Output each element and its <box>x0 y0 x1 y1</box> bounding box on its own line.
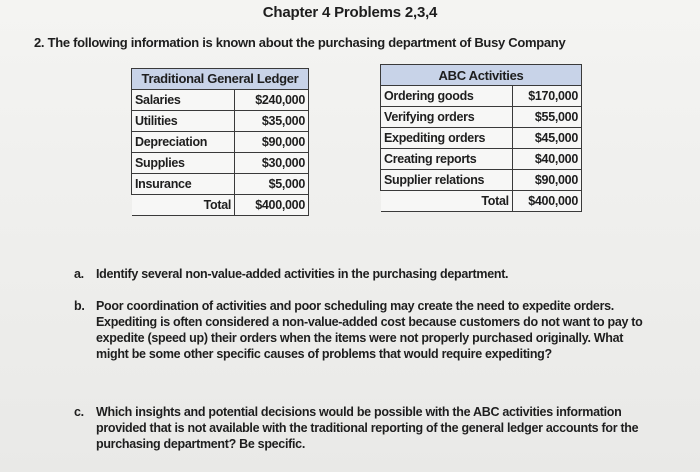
question-marker: a. <box>74 267 84 281</box>
ledger-account-amount: $240,000 <box>235 90 309 111</box>
table-row <box>381 149 582 170</box>
ledger-account-label: Utilities <box>132 111 235 132</box>
question-a <box>74 266 676 282</box>
table-row <box>381 107 582 128</box>
table-row <box>381 86 582 107</box>
ledger-account-amount: $90,000 <box>235 132 309 153</box>
page-title: Chapter 4 Problems 2,3,4 <box>262 4 438 21</box>
activity-amount: $55,000 <box>512 107 581 128</box>
ledger-account-amount: $5,000 <box>235 174 309 195</box>
table-row <box>132 132 309 153</box>
traditional-ledger-header: Traditional General Ledger <box>132 69 309 90</box>
ledger-total-label: Total <box>132 195 235 216</box>
ledger-account-label: Depreciation <box>132 132 235 153</box>
abc-activities-header: ABC Activities <box>381 65 582 86</box>
question-marker: c. <box>74 405 84 419</box>
table-row <box>132 153 309 174</box>
activity-label: Ordering goods <box>381 86 513 107</box>
ledger-total-amount: $400,000 <box>235 195 309 216</box>
table-row <box>132 90 309 111</box>
problem-intro-text: The following information is known about the purchasing department of Busy Company <box>47 35 566 50</box>
question-b <box>74 298 656 362</box>
activity-label: Creating reports <box>381 149 513 170</box>
total-row <box>381 191 582 212</box>
activity-total-label: Total <box>381 191 513 212</box>
table-row <box>132 111 309 132</box>
activity-amount: $45,000 <box>512 128 581 149</box>
table-row <box>381 170 582 191</box>
abc-activities-table <box>380 64 582 212</box>
traditional-ledger-table <box>131 68 309 216</box>
ledger-account-label: Insurance <box>132 174 235 195</box>
problem-number: 2. <box>34 35 45 50</box>
question-text: Identify several non-value-added activities in the purchasing department. <box>96 267 509 281</box>
question-marker: b. <box>74 299 85 313</box>
question-text: Which insights and potential decisions would be possible with the ABC activities information provided that is not available with the traditional reporting of the general ledger accounts for the purchasing department? Be specific. <box>96 405 639 451</box>
activity-amount: $170,000 <box>512 86 581 107</box>
question-c <box>74 404 656 452</box>
total-row <box>132 195 309 216</box>
activity-label: Verifying orders <box>381 107 513 128</box>
activity-total-amount: $400,000 <box>512 191 581 212</box>
ledger-account-label: Supplies <box>132 153 235 174</box>
ledger-account-amount: $30,000 <box>235 153 309 174</box>
activity-label: Expediting orders <box>381 128 513 149</box>
ledger-account-label: Salaries <box>132 90 235 111</box>
activity-amount: $90,000 <box>512 170 581 191</box>
ledger-account-amount: $35,000 <box>235 111 309 132</box>
activity-amount: $40,000 <box>512 149 581 170</box>
table-row <box>132 174 309 195</box>
question-text: Poor coordination of activities and poor scheduling may create the need to expedite orders. Expediting is often considered a non-value-added cost because customers do not want to pay to expedite (speed up) their orders when the items were not properly purchased originally. What might be some other specific causes of problems that would require expediting? <box>96 299 643 361</box>
activity-label: Supplier relations <box>381 170 513 191</box>
table-row <box>381 128 582 149</box>
problem-intro <box>34 35 674 50</box>
